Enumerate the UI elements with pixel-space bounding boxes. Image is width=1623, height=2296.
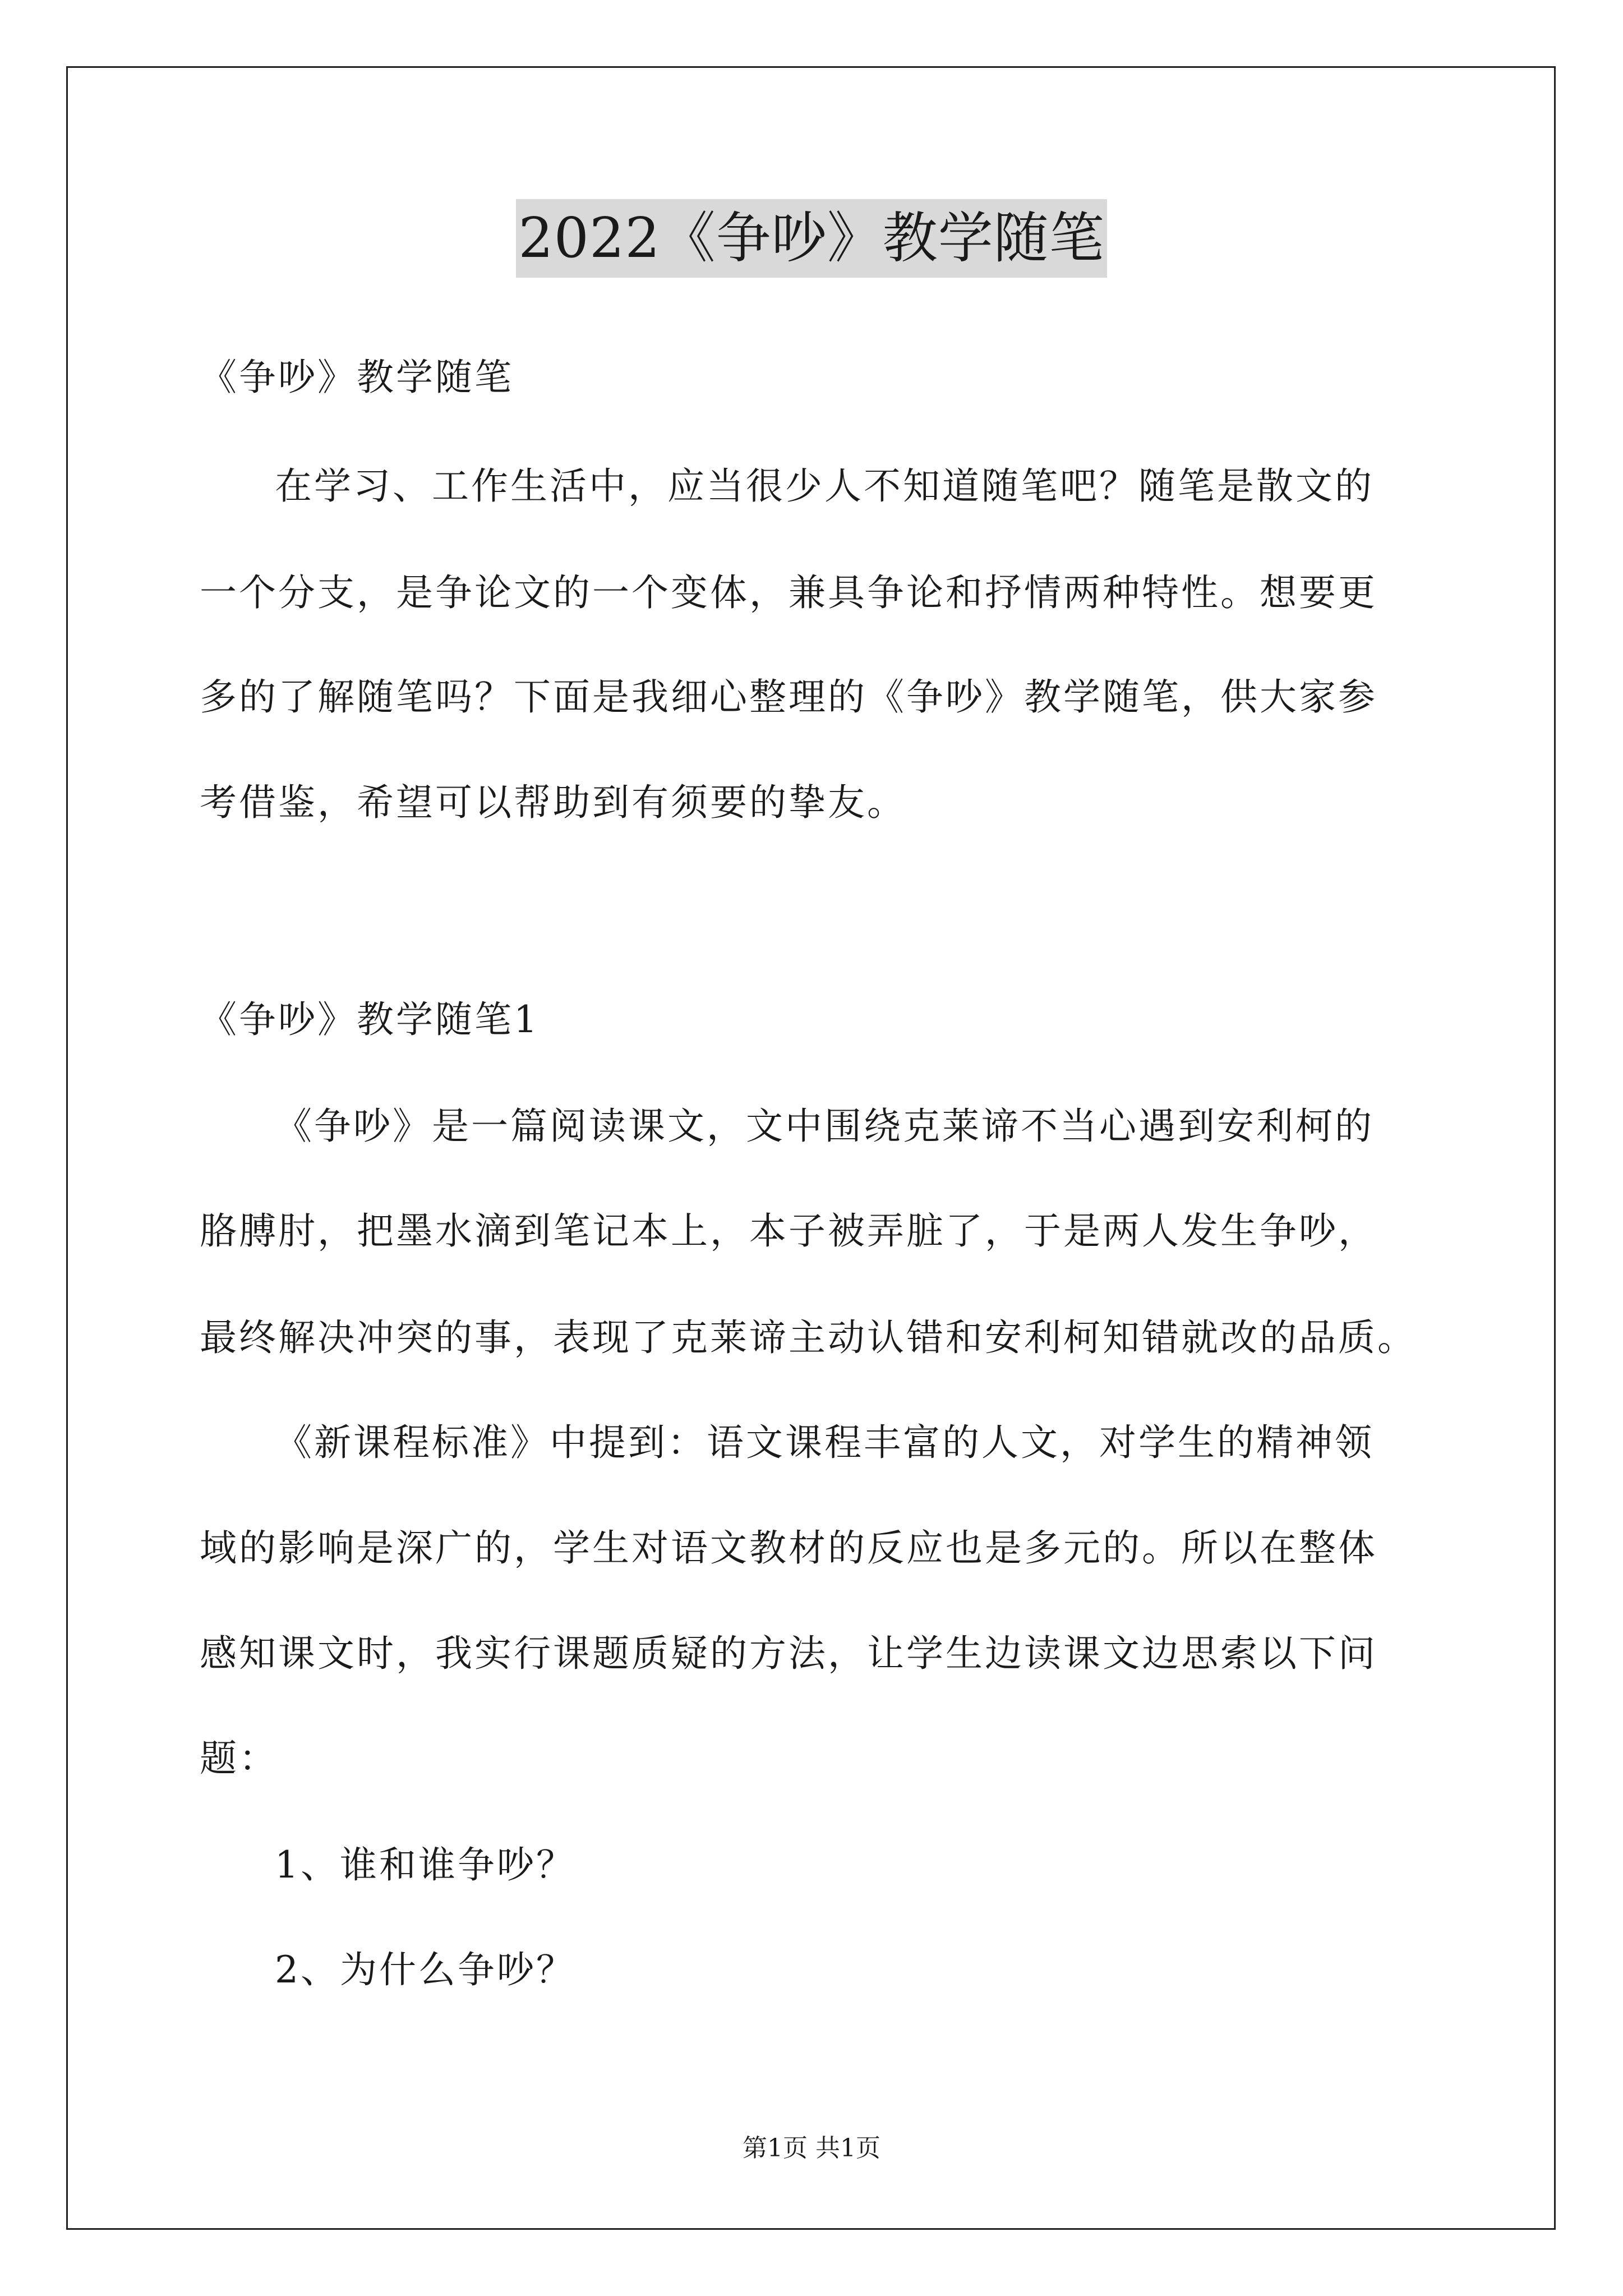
section1-para2-line-4: 题： [200, 1737, 278, 1780]
intro-line-4: 考借鉴，希望可以帮助到有须要的挚友。 [200, 781, 906, 824]
section1-heading: 《争吵》教学随笔1 [200, 998, 540, 1041]
section1-para1-line-1: 《争吵》是一篇阅读课文，文中围绕克莱谛不当心遇到安利柯的 [275, 1105, 1374, 1148]
section1-para2-line-2: 域的影响是深广的，学生对语文教材的反应也是多元的。所以在整体 [200, 1526, 1377, 1570]
question-2: 2、为什么争吵？ [275, 1948, 575, 1991]
section1-para2-line-1: 《新课程标准》中提到：语文课程丰富的人文，对学生的精神领 [275, 1421, 1374, 1464]
document-title: 2022《争吵》教学随笔 [516, 199, 1106, 278]
intro-line-2: 一个分支，是争论文的一个变体，兼具争论和抒情两种特性。想要更 [200, 571, 1377, 614]
section1-para2-line-3: 感知课文时，我实行课题质疑的方法，让学生边读课文边思索以下问 [200, 1632, 1377, 1675]
section1-para1-line-2: 胳膊肘，把墨水滴到笔记本上，本子被弄脏了，于是两人发生争吵， [200, 1209, 1377, 1253]
intro-line-1: 在学习、工作生活中，应当很少人不知道随笔吧？随笔是散文的 [275, 464, 1374, 508]
title-container [0, 199, 1623, 278]
section1-para1-line-3: 最终解决冲突的事，表现了克莱谛主动认错和安利柯知错就改的品质。 [200, 1316, 1417, 1359]
intro-line-3: 多的了解随笔吗？下面是我细心整理的《争吵》教学随笔，供大家参 [200, 675, 1377, 719]
page-footer: 第1页 共1页 [743, 2134, 880, 2162]
subtitle: 《争吵》教学随笔 [200, 356, 514, 399]
question-1: 1、谁和谁争吵？ [275, 1843, 575, 1887]
